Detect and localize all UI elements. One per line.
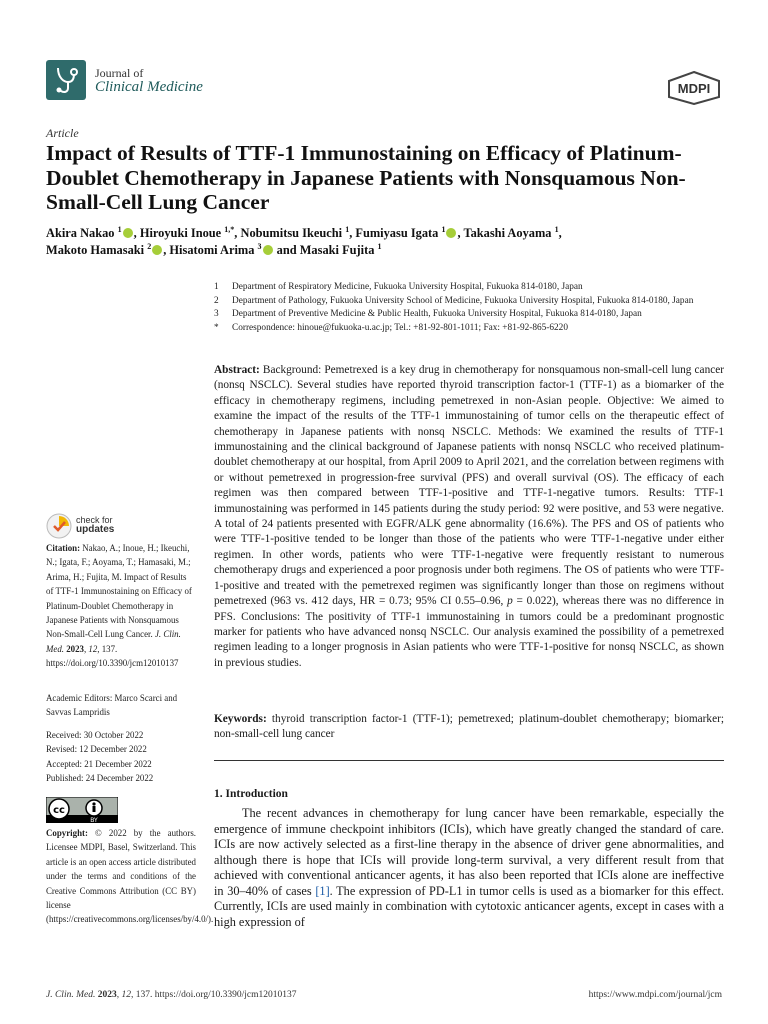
abstract [214,363,724,671]
journal-logo-icon [46,60,86,100]
affiliation-text: Correspondence: hinoue@fukuoka-u.ac.jp; Tel.: +81-92-801-1011; Fax: +81-92-865-6220 [232,322,568,333]
author-separator: , [349,226,356,240]
cc-by-license-icon[interactable] [46,797,118,823]
orcid-icon[interactable] [263,245,273,255]
footer-doi: , 137. https://doi.org/10.3390/jcm12010137 [130,990,297,1000]
author-separator: , [558,226,562,240]
author-separator: , [133,226,140,240]
copyright-notice [46,826,214,927]
abstract-label: Abstract: [214,364,260,376]
section-heading-introduction: 1. Introduction [214,788,288,800]
affiliation-mark: 3 [214,309,219,320]
journal-name: Clinical Medicine [95,79,203,95]
keywords [214,712,724,743]
copyright-label: Copyright: [46,828,88,838]
author-name: Makoto Hamasaki [46,243,145,257]
academic-editors: Academic Editors: Marco Scarci and Savvas Lampridis [46,693,178,718]
author-affiliation-mark: 1,* [224,224,235,234]
check-for-updates-button[interactable] [46,513,136,539]
date-published: Published: 24 December 2022 [46,773,154,784]
orcid-icon[interactable] [123,228,133,238]
footer-volume: 12 [121,990,131,1000]
author-name: Hisatomi Arima [169,243,255,257]
author-separator: , [234,226,241,240]
author-separator: , [163,243,170,257]
keywords-text: thyroid transcription factor-1 (TTF-1); pemetrexed; platinum-doublet chemotherapy; biomarker; non-small-cell lung cancer [214,713,724,741]
author-affiliation-mark: 1 [345,224,350,234]
affiliation-text: Department of Preventive Medicine & Public Health, Fukuoka University Hospital, Fukuoka 814-0180, Japan [232,309,642,320]
check-for-updates-line2: updates [76,524,115,535]
introduction-paragraph [214,806,724,930]
footer-citation: J. Clin. Med. 2023, 12, 137. https://doi.org/10.3390/jcm12010137 [46,990,297,1000]
mdpi-logo-text: MDPI [677,81,711,96]
reference-link[interactable]: [1] [315,883,330,898]
affiliation-item [214,295,734,309]
author-affiliation-mark: 1 [554,224,559,234]
citation-text: Nakao, A.; Inoue, H.; Ikeuchi, N.; Igata, F.; Aoyama, T.; Hamasaki, M.; Arima, H.; Fujita, M. Impact of Results of TTF-1 Immunostaining on Efficacy of Platinum-Doublet Chemotherapy in Japanese Patients with Nonsquamous Non-Small-Cell Lung Cancer. [46,543,192,640]
affiliation-text: Department of Pathology, Fukuoka University School of Medicine, Fukuoka University Hospital, Fukuoka 814-0180, Japan [232,295,694,306]
footer-year: 2023 [97,990,117,1000]
date-accepted: Accepted: 21 December 2022 [46,758,152,769]
citation-volume: 12 [88,643,98,654]
author-affiliation-mark: 1 [377,241,382,251]
affiliation-mark: 1 [214,282,219,292]
author-affiliation-mark: 2 [147,241,152,251]
footer-journal-url[interactable]: https://www.mdpi.com/journal/jcm [588,990,722,1000]
abstract-p-symbol: p [507,595,513,608]
intro-text-a: The recent advances in chemotherapy for lung cancer have been remarkable, especially the emergence of immune checkpoint inhibitors (ICIs), which have greatly changed the standard of care. ICIs are now actively selected as a first-line therapy in the absence of driver gene abnormalities, and although there is hope that ICIs will provide long-term survival, a very different result from that achieved with conventional anticancer agents, it has also been reported that ICIs alone are ineffective in 30–40% of cases [214,806,724,898]
publication-dates [46,728,196,786]
affiliation-mark: 2 [214,295,219,306]
author-name: Nobumitsu Ikeuchi [240,226,343,240]
intro-text-b: . The expression of PD-L1 in tumor cells is used as a biomarker for this effect. Currently, ICIs are used mainly in combination with cytotoxic anticancer agents, except in cases with a high expression of [214,883,724,929]
date-revised: Revised: 12 December 2022 [46,744,147,755]
orcid-icon[interactable] [152,245,162,255]
svg-text:cc: cc [53,805,65,816]
author-separator: and [273,243,300,257]
author-separator: , [457,226,464,240]
article-type: Article [46,126,79,140]
author-name: Takashi Aoyama [463,226,552,240]
date-received: Received: 30 October 2022 [46,730,144,740]
section-divider [214,760,724,761]
affiliations [214,281,734,335]
citation-journal: J. Clin. Med. [46,629,181,654]
citation-block: Citation: Nakao, A.; Inoue, H.; Ikeuchi, N.; Igata, F.; Aoyama, T.; Hamasaki, M.; Arima, H.; Fujita, M. Impact of Results of TTF-1 Immunostaining on Efficacy of Platinum-Doublet Chemotherapy in Japanese Patients with Nonsquamous Non-Small-Cell Lung Cancer. J. Clin. Med. 2023, 12, 137. https://doi.org/10.3390/jcm12010137 [46,543,192,669]
citation-label: Citation: [46,543,81,553]
author-name: Akira Nakao [46,226,115,240]
footer-journal: J. Clin. Med. [46,990,96,1000]
author-name: Hiroyuki Inoue [139,226,222,240]
author-name: Fumiyasu Igata [355,226,439,240]
affiliation-item [214,281,734,295]
copyright-text: © 2022 by the authors. Licensee MDPI, Basel, Switzerland. This article is an open access article distributed under the terms and conditions of the Creative Commons Attribution (CC BY) license (https://creativecommons.org/licenses/by/4.0/). [46,828,214,925]
mdpi-logo-icon [666,71,722,105]
keywords-label: Keywords: [214,713,267,725]
check-for-updates-line1: check for [76,515,113,525]
article-title: Impact of Results of TTF-1 Immunostaining on Efficacy of Platinum-Doublet Chemotherapy in Japanese Patients with Nonsquamous Non-Small-Cell Lung Cancer [46,141,686,214]
cc-by-label: BY [90,817,98,823]
author-list [46,225,726,259]
citation-tail: , 137. https://doi.org/10.3390/jcm12010137 [46,643,179,669]
abstract-text: Background: Pemetrexed is a key drug in chemotherapy for nonsquamous non-small-cell lung cancer (nonsq NSCLC). Several studies have reported thyroid transcription factor-1 (TTF-1) as a biomarker of the efficacy in chemotherapy regimens, including pemetrexed in non-Asian people. Objective: We aimed to examine the impact of the results of the TTF-1 immunostaining of tumor cells on the therapeutic effect of chemotherapy in Japanese patients with nonsq NSCLC. Methods: We examined the results of TTF-1 immunostaining and the clinical background of Japanese patients with nonsq NSCLC who received platinum-doublet chemotherapy at our hospital, from April 2009 to April 2021, and the correlation between regimens with or without pemetrexed in progression-free survival (PFS) and overall survival (OS). The efficacy of each regimen was then compared between TTF-1-positive and TTF-1-negative tumors. Results: TTF-1 immunostaining was performed in 145 patients during the study period: 92 were positive, and 53 were negative. A total of 24 patients presented with EGFR/ALK gene abnormality (16.6%). The PFS and OS of patients who were TTF-1-positive tended to be longer than those of the patients who were TTF-1-negative under either regimen. In other words, patients who were TTF-1-negative were frequently resistant to numerous chemotherapy drugs and experienced a poor prognosis under both regimens. The OS of patients who were TTF-1-positive and treated with the pemetrexed regimen was significantly longer than those on regimens without pemetrexed (963 vs. 412 days, HR = 0.73; 95% CI 0.55–0.96, [214,364,725,608]
affiliation-mark: * [214,322,219,333]
author-affiliation-mark: 3 [257,241,262,251]
abstract-text-end: = 0.022), whereas there was no difference in PFS. Conclusions: The positivity of TTF-1 immunostaining in tumors could be a predominant prognostic marker for patients who have advanced nonsq NSCLC. Our analysis examined the possibility of a pemetrexed regimen leading to a longer prognosis in Asian patients who were TTF-1-positive for nonsq NSCLC, as shown in previous studies. [214,595,724,669]
journal-name-prefix: Journal of [95,66,144,80]
orcid-icon[interactable] [446,228,456,238]
check-for-updates-icon [46,513,72,539]
author-affiliation-mark: 1 [441,224,446,234]
author-affiliation-mark: 1 [117,224,122,234]
citation-year: 2023 [66,643,84,654]
affiliation-text: Department of Respiratory Medicine, Fukuoka University Hospital, Fukuoka 814-0180, Japan [232,282,583,292]
affiliation-item [214,308,734,322]
author-name: Masaki Fujita [299,243,375,257]
affiliation-item [214,322,734,336]
